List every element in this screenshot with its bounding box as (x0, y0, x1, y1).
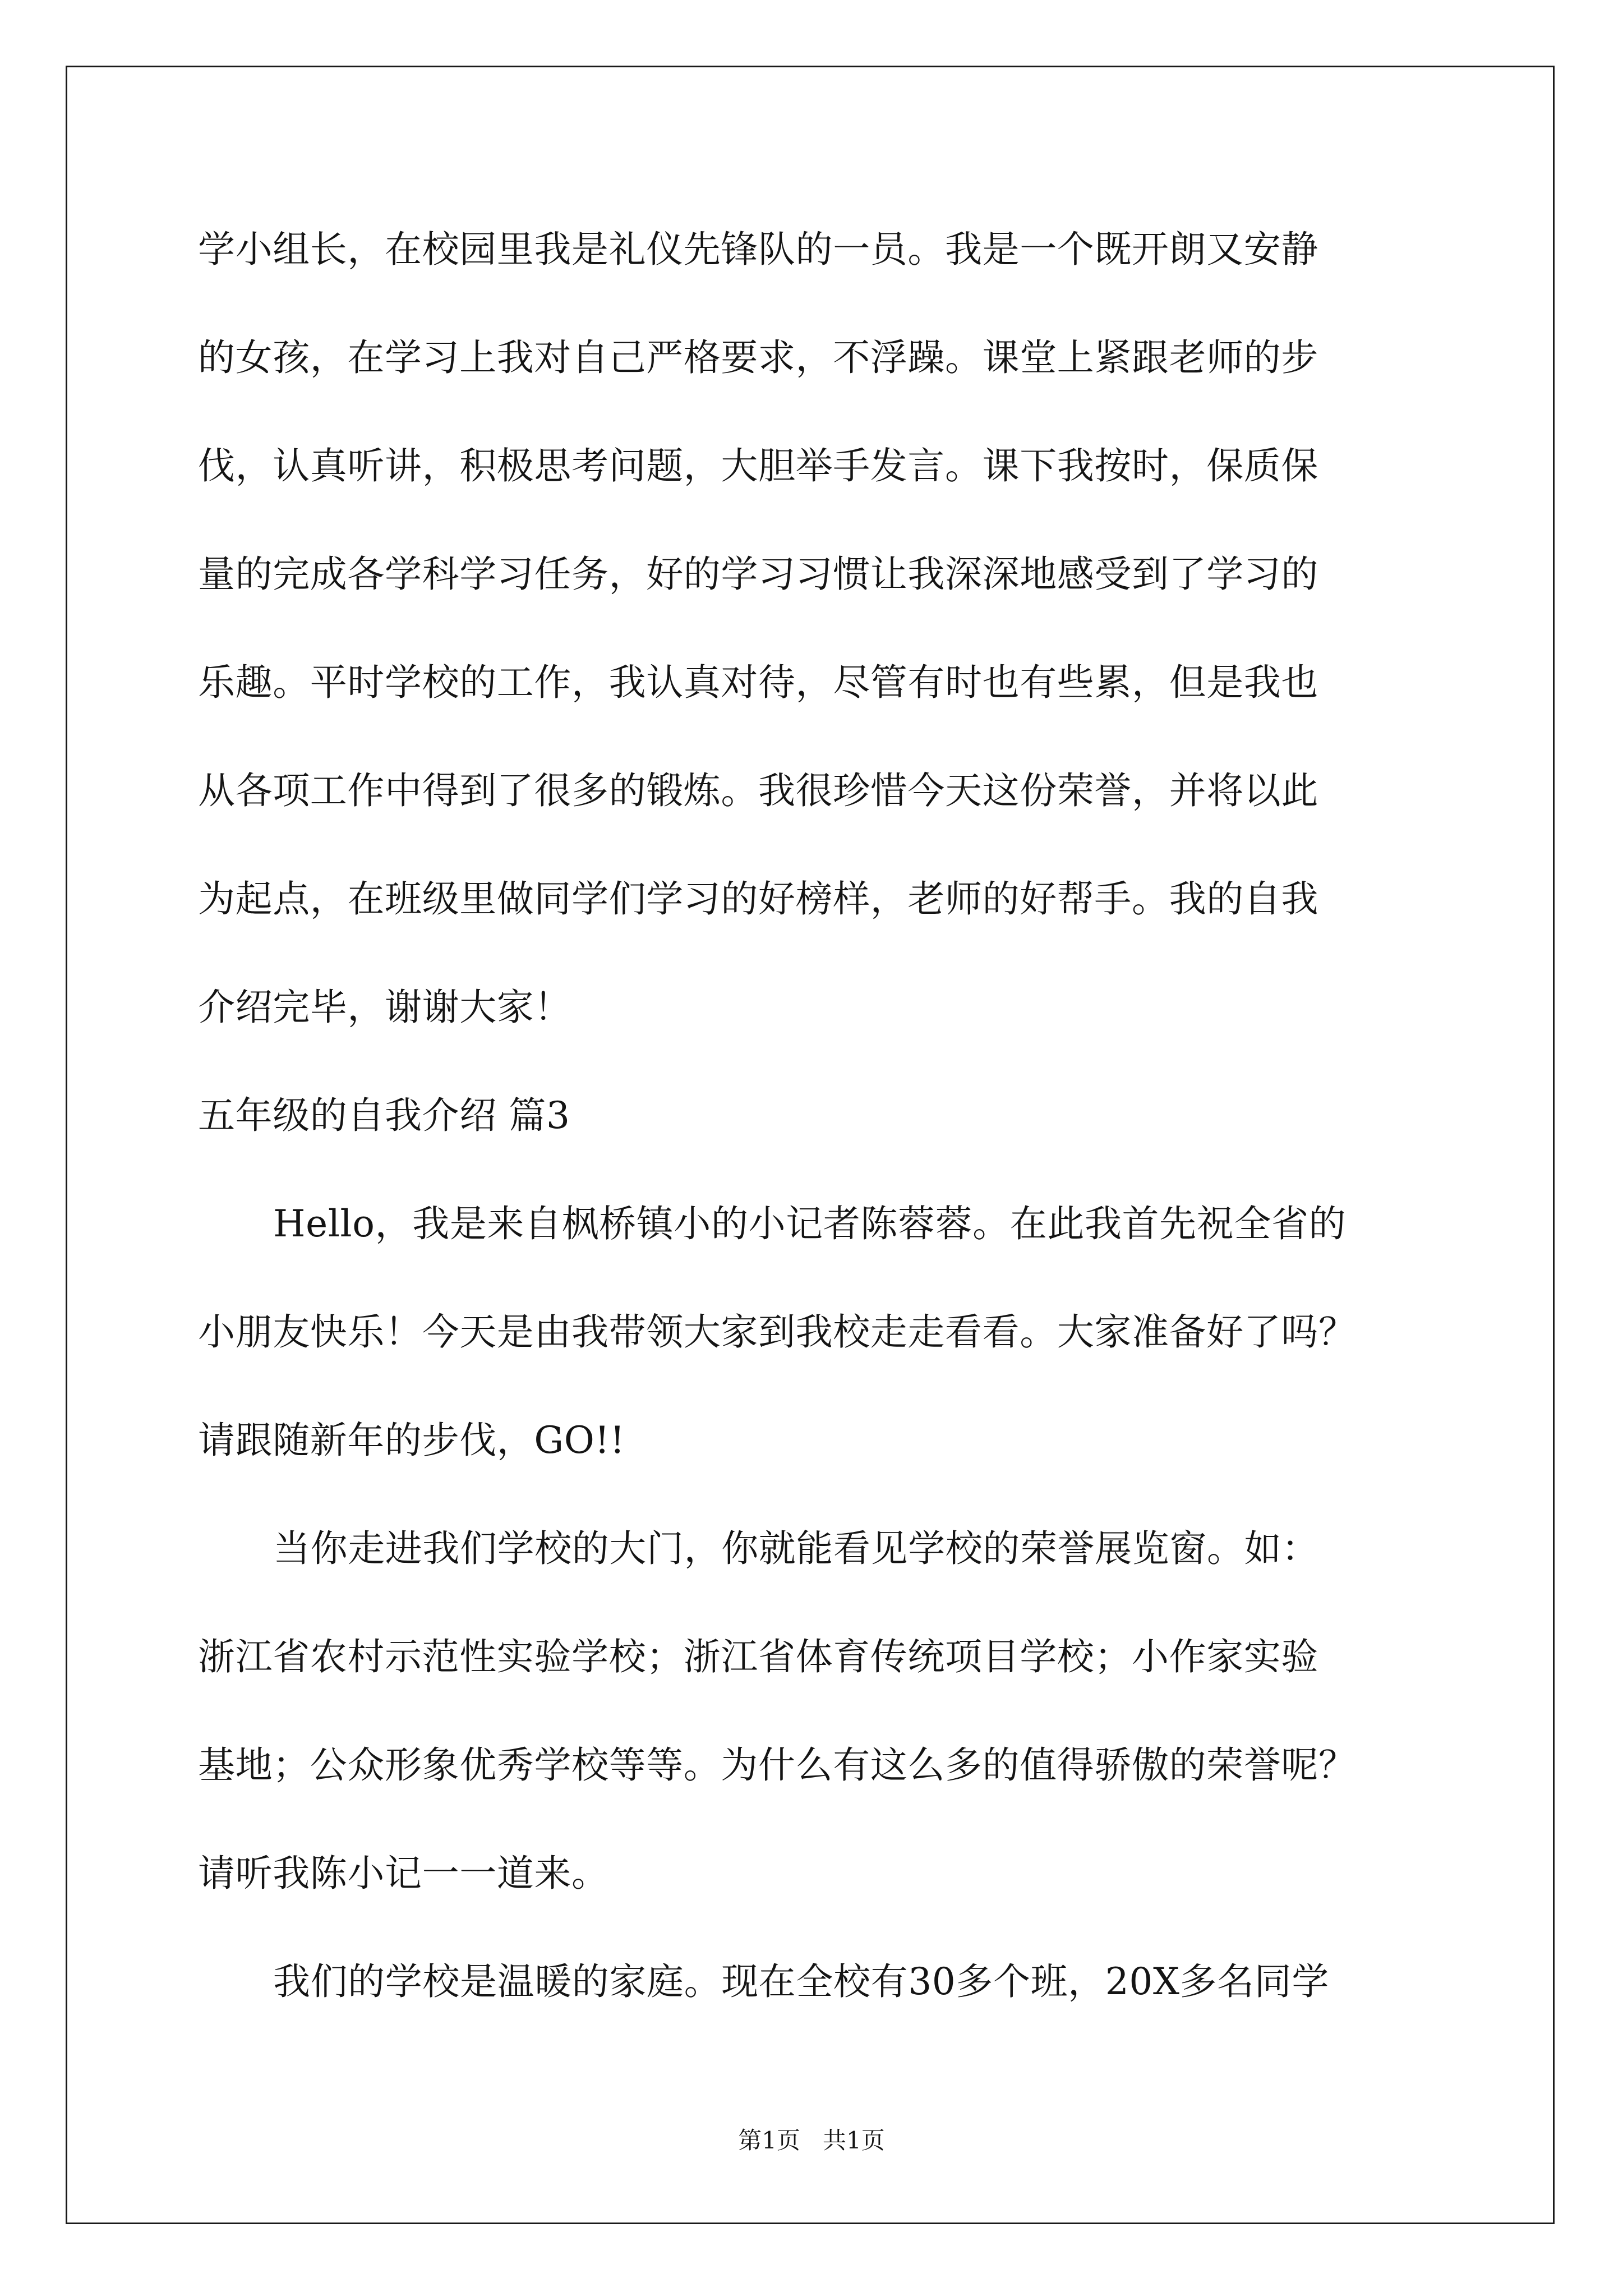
text-line: 小朋友快乐！今天是由我带领大家到我校走走看看。大家准备好了吗？ (198, 1310, 1356, 1354)
section-heading: 五年级的自我介绍 篇3 (198, 1094, 570, 1137)
page-footer (0, 2125, 1623, 2156)
text-line: 我们的学校是温暖的家庭。现在全校有30多个班，20X多名同学 (273, 1960, 1329, 2003)
text-line: 当你走进我们学校的大门，你就能看见学校的荣誉展览窗。如： (273, 1527, 1319, 1570)
text-line: 学小组长，在校园里我是礼仪先锋队的一员。我是一个既开朗又安静 (198, 228, 1318, 271)
page-total: 共1页 (823, 2127, 885, 2154)
text-line: 介绍完毕，谢谢大家！ (198, 986, 571, 1029)
text-line: 伐，认真听讲，积极思考问题，大胆举手发言。课下我按时，保质保 (198, 444, 1318, 487)
page-border (66, 66, 1555, 2224)
page-number: 第1页 (738, 2127, 800, 2154)
text-line: 为起点，在班级里做同学们学习的好榜样，老师的好帮手。我的自我 (198, 877, 1318, 921)
text-line: Hello，我是来自枫桥镇小的小记者陈蓉蓉。在此我首先祝全省的 (273, 1202, 1347, 1245)
text-line: 乐趣。平时学校的工作，我认真对待，尽管有时也有些累，但是我也 (198, 661, 1318, 704)
text-line: 请跟随新年的步伐，GO!! (198, 1419, 625, 1462)
text-line: 浙江省农村示范性实验学校；浙江省体育传统项目学校；小作家实验 (198, 1635, 1318, 1678)
text-line: 请听我陈小记一一道来。 (198, 1852, 609, 1895)
text-line: 从各项工作中得到了很多的锻炼。我很珍惜今天这份荣誉，并将以此 (198, 769, 1318, 812)
text-line: 基地；公众形象优秀学校等等。为什么有这么多的值得骄傲的荣誉呢？ (198, 1743, 1356, 1787)
text-line: 量的完成各学科学习任务，好的学习习惯让我深深地感受到了学习的 (198, 553, 1318, 596)
text-line: 的女孩，在学习上我对自己严格要求，不浮躁。课堂上紧跟老师的步 (198, 336, 1318, 379)
